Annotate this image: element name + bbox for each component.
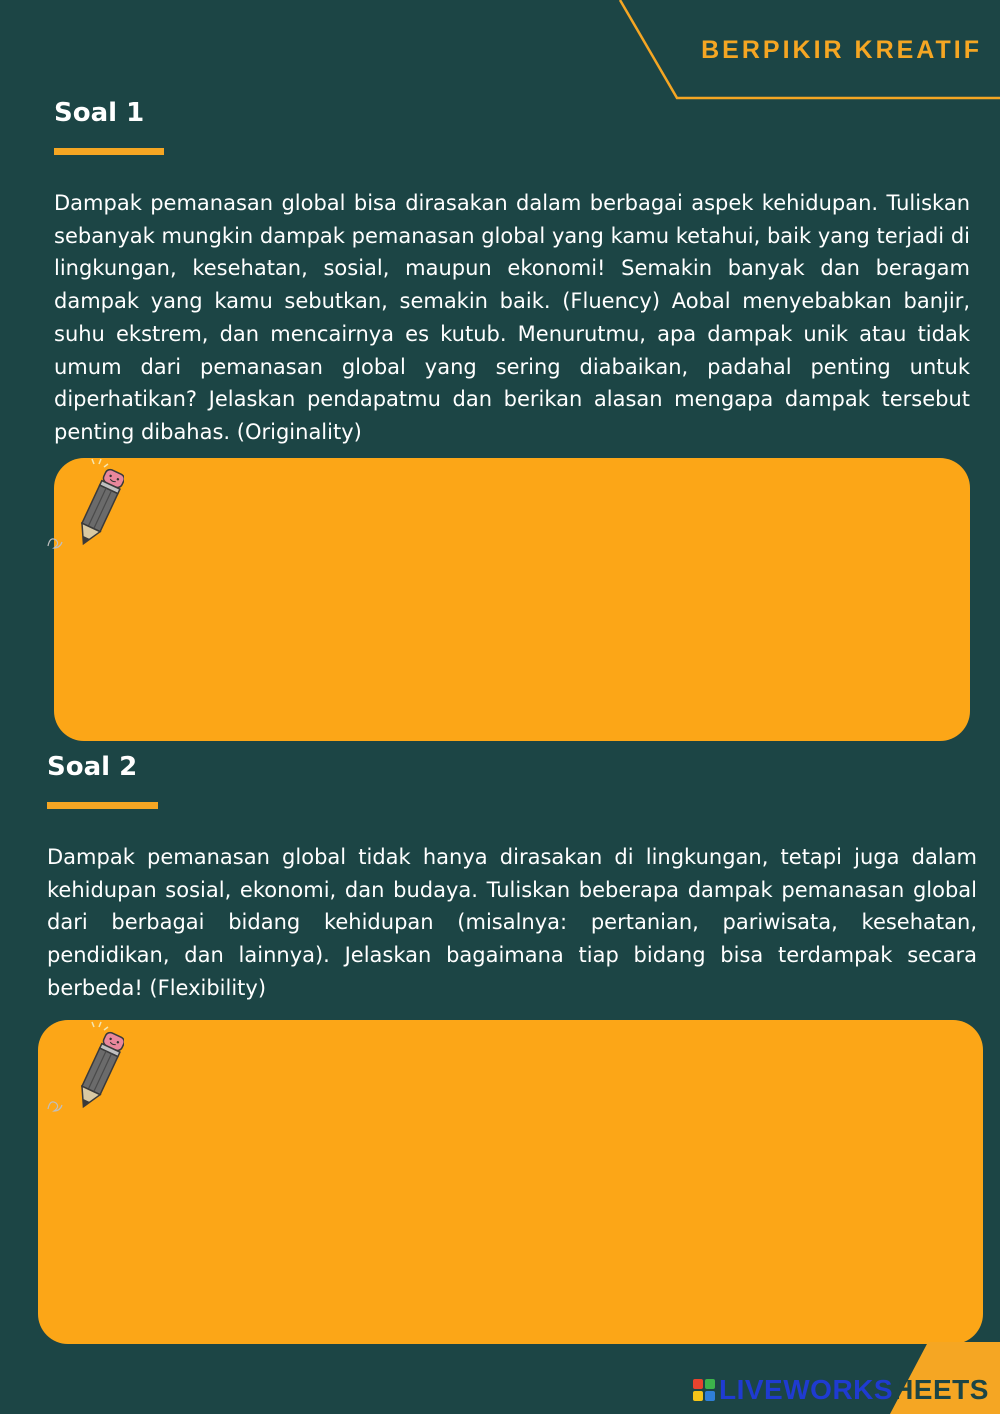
liveworksheets-logo-icon — [693, 1379, 715, 1401]
question-2-title: Soal 2 — [47, 752, 138, 782]
pencil-icon — [44, 1021, 124, 1116]
question-1-text: Dampak pemanasan global bisa dirasakan dalam berbagai aspek kehidupan. Tuliskan sebanyak mungkin dampak pemanasan global yang kamu ketahui, baik yang terjadi di lingkungan, kesehatan, sosial, maupun ekonomi! Semakin banyak dan beragam dampak yang kamu sebutkan, semakin baik. (Fluency) Aobal menyebabkan banjir, suhu ekstrem, dan mencairnya es kutub. Menurutmu, apa dampak unik atau tidak umum dari pemanasan global yang sering diabaikan, padahal penting untuk diperhatikan? Jelaskan pendapatmu dan berikan alasan mengapa dampak tersebut penting dibahas. (Originality) — [54, 191, 970, 444]
answer-box-2[interactable] — [38, 1020, 983, 1344]
liveworksheets-brand — [693, 1374, 989, 1406]
answer-box-1[interactable] — [54, 458, 970, 741]
brand-text-part-2: HEETS — [893, 1374, 989, 1405]
brand-text — [719, 1374, 989, 1406]
pencil-icon — [44, 458, 124, 553]
brand-text-part-1: LIVEWORKS — [719, 1374, 894, 1405]
question-2-underline — [47, 802, 158, 809]
question-1-underline — [54, 148, 164, 155]
question-1-title: Soal 1 — [54, 98, 145, 128]
question-2-text: Dampak pemanasan global tidak hanya dirasakan di lingkungan, tetapi juga dalam kehidupan sosial, ekonomi, dan budaya. Tuliskan beberapa dampak pemanasan global dari berbagai bidang kehidupan (misalnya: pertanian, pariwisata, kesehatan, pendidikan, dan lainnya). Jelaskan bagaimana tiap bidang bisa terdampak secara berbeda! (Flexibility) — [47, 845, 977, 1000]
header-title: BERPIKIR KREATIF — [701, 36, 982, 64]
